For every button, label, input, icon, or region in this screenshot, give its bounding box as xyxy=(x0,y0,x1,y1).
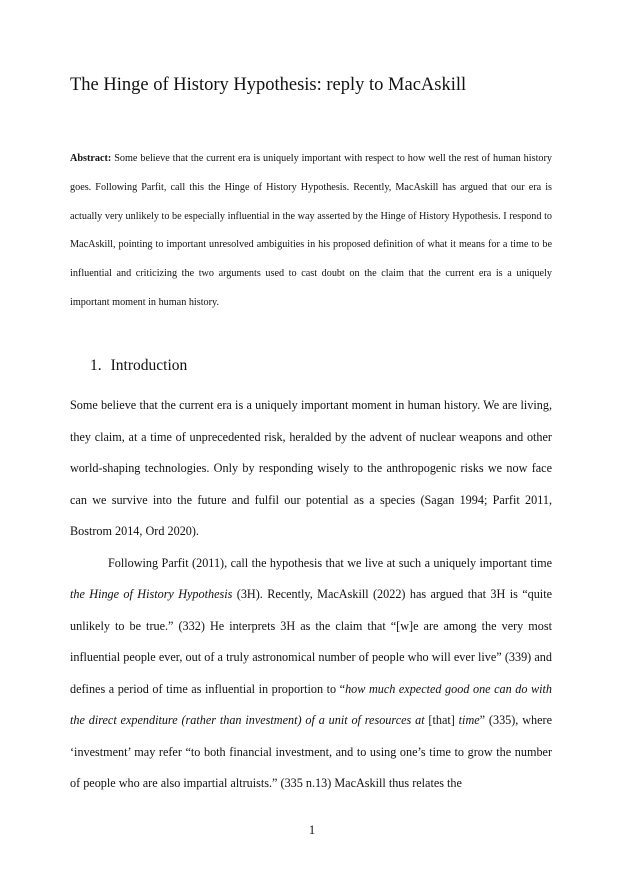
abstract-label: Abstract: xyxy=(70,153,112,164)
influence-definition: how much expected good one can do with the direct expenditure (rather than investment) of a unit of resources at xyxy=(70,681,552,727)
section-heading xyxy=(90,356,187,376)
paper-title: The Hinge of History Hypothesis: reply to MacAskill xyxy=(70,75,467,95)
abstract-text: Some believe that the current era is uniquely important with respect to how well the rest of human history goes. Following Parfit, call this the Hinge of History Hypothesis. Recently, MacAskill has argued that our era is actually very unlikely to be especially influential in the way asserted by the Hinge of History Hypothesis. I respond to MacAskill, pointing to important unresolved ambiguities in his proposed definition of what it means for a time to be influential and criticizing the two arguments used to cast doubt on the claim that the current era is a uniquely important moment in human history. xyxy=(70,153,552,308)
section-number: 1. xyxy=(90,357,102,374)
influence-definition-end: time xyxy=(458,713,480,727)
body-text xyxy=(70,390,552,800)
hypothesis-term: the Hinge of History Hypothesis xyxy=(70,587,233,601)
paragraph-2-text-3: ” (335), where ‘investment’ may refer “to both financial investment, and to using one’s time to grow the number of people who are also impartial altruists.” (335 n.13) MacAskill thus relates the xyxy=(70,713,552,790)
paragraph-2 xyxy=(70,548,552,800)
page-number: 1 xyxy=(308,823,316,837)
paragraph-1: Some believe that the current era is a uniquely important moment in human history. We are living, they claim, at a time of unprecedented risk, heralded by the advent of nuclear weapons and other world-shaping technologies. Only by responding wisely to the anthropogenic risks we now face can we survive into the future and fulfil our potential as a species (Sagan 1994; Parfit 2011, Bostrom 2014, Ord 2020). xyxy=(70,398,552,538)
paragraph-2-bracket: [that] xyxy=(424,713,459,727)
section-title: Introduction xyxy=(110,357,188,374)
abstract xyxy=(70,145,552,318)
paragraph-2-text-1: Following Parfit (2011), call the hypothesis that we live at such a uniquely important time xyxy=(108,555,552,570)
paragraph-2-text-2: (3H). Recently, MacAskill (2022) has argued that 3H is “quite unlikely to be true.” (332) He interprets 3H as the claim that “[w]e are among the very most influential people ever, out of a truly astronomical number of people who will ever live” (339) and defines a period of time as influential in proportion to “ xyxy=(70,587,552,696)
